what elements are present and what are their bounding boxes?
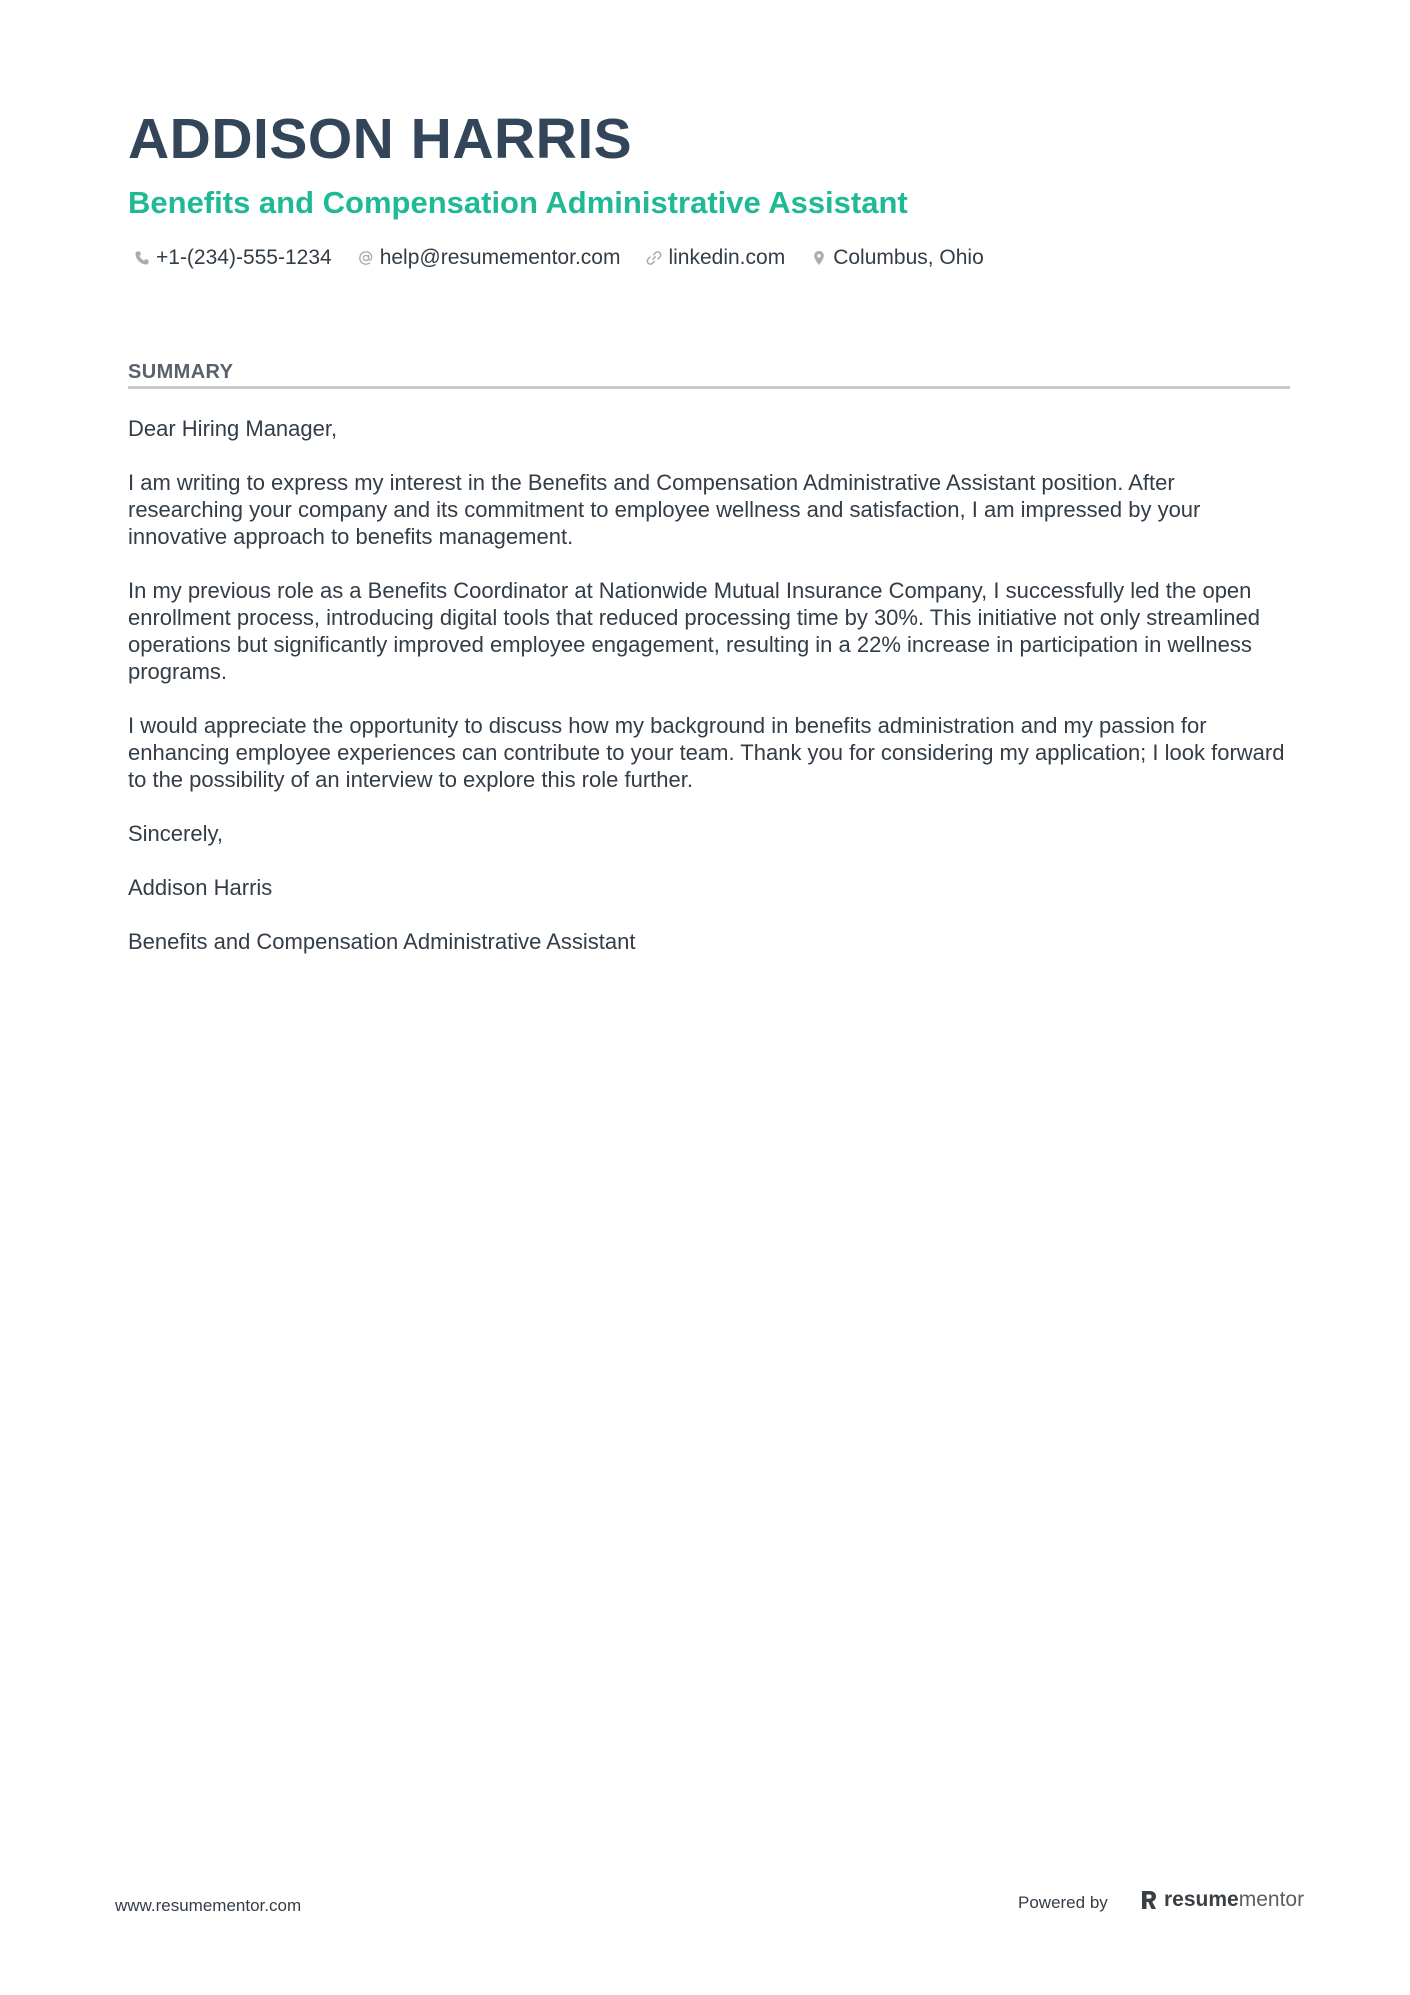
contact-website-text: linkedin.com bbox=[668, 246, 786, 269]
candidate-job-title: Benefits and Compensation Administrative Assistant bbox=[128, 185, 908, 220]
letter-closing: Sincerely, bbox=[128, 821, 223, 846]
footer-website-link[interactable]: www.resumementor.com bbox=[115, 1896, 302, 1915]
resumementor-logo-icon bbox=[1140, 1889, 1158, 1911]
powered-by-label: Powered by bbox=[1018, 1893, 1108, 1912]
letter-paragraph: I would appreciate the opportunity to discuss how my background in benefits administration and my passion for enhancing employee experiences can contribute to your team. Thank you for considering my application; I look forward to the possibility of an interview to explore this role further. bbox=[128, 713, 1285, 792]
signature-title: Benefits and Compensation Administrative Assistant bbox=[128, 929, 636, 954]
letter-paragraph: In my previous role as a Benefits Coordinator at Nationwide Mutual Insurance Company, I successfully led the open enrollment process, introducing digital tools that reduced processing time by 30%. This initiative not only streamlined operations but significantly improved employee engagement, resulting in a 22% increase in participation in wellness programs. bbox=[128, 578, 1260, 684]
location-pin-icon bbox=[811, 250, 827, 266]
contact-location bbox=[811, 246, 984, 270]
at-icon bbox=[358, 250, 374, 266]
letter-salutation: Dear Hiring Manager, bbox=[128, 416, 338, 441]
section-divider bbox=[128, 386, 1290, 389]
contact-email-text: help@resumementor.com bbox=[379, 246, 621, 269]
candidate-name: ADDISON HARRIS bbox=[128, 107, 633, 171]
contact-location-text: Columbus, Ohio bbox=[833, 246, 984, 269]
contact-phone[interactable] bbox=[134, 246, 332, 270]
link-icon bbox=[646, 250, 662, 266]
letter-body bbox=[128, 415, 1292, 982]
contact-bar bbox=[134, 246, 1010, 270]
brand-name-bold: resume bbox=[1164, 1888, 1239, 1911]
signature-name: Addison Harris bbox=[128, 875, 273, 900]
contact-website[interactable] bbox=[646, 246, 785, 270]
contact-email[interactable] bbox=[358, 246, 621, 270]
brand-name-light: mentor bbox=[1238, 1888, 1305, 1911]
brand-logo[interactable] bbox=[1140, 1888, 1304, 1912]
letter-paragraph: I am writing to express my interest in the Benefits and Compensation Administrative Assistant position. After researching your company and its commitment to employee wellness and satisfaction, I am impressed by your innovative approach to benefits management. bbox=[128, 470, 1201, 549]
phone-icon bbox=[134, 250, 150, 266]
summary-heading: SUMMARY bbox=[128, 361, 234, 383]
contact-phone-text: +1-(234)-555-1234 bbox=[156, 246, 332, 269]
